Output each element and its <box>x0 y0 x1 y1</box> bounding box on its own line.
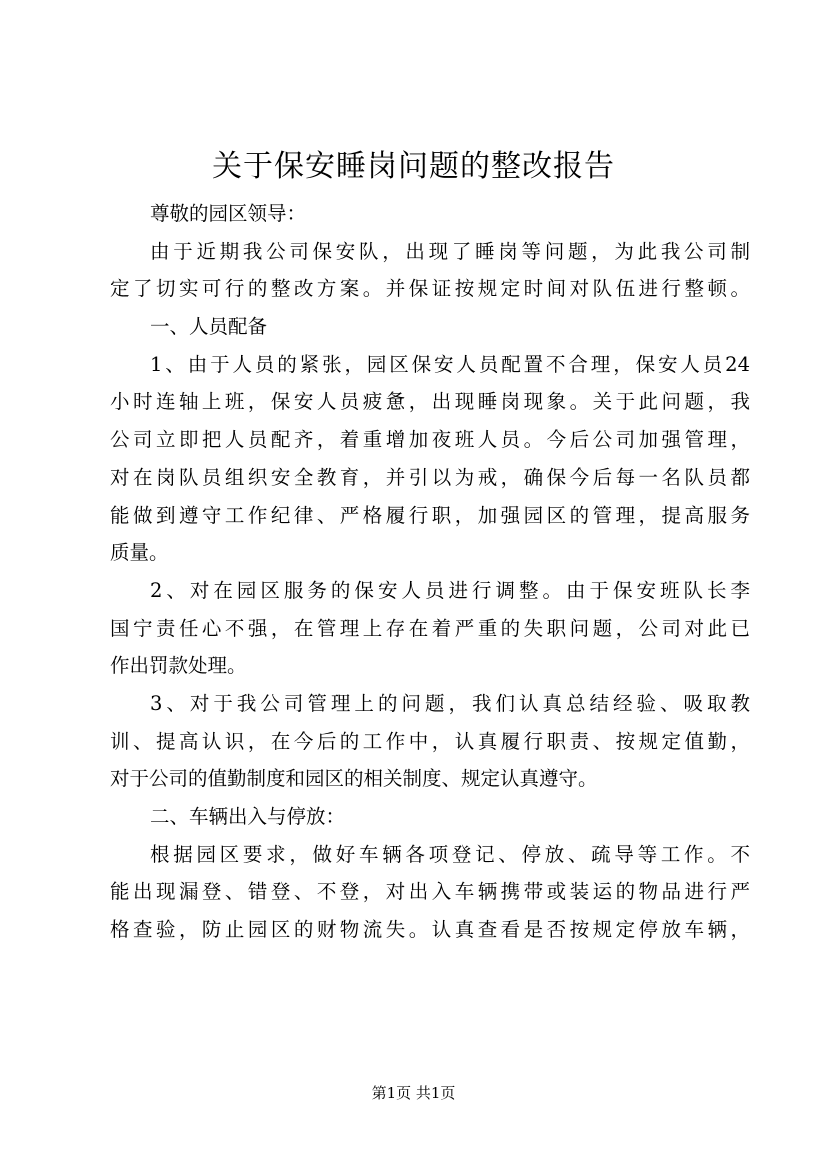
paragraph-line: 作出罚款处理。 <box>110 654 247 678</box>
section-heading: 一、人员配备 <box>150 315 268 339</box>
paragraph-line: 质量。 <box>110 541 169 565</box>
document-body <box>110 195 750 949</box>
paragraph-line: 由于近期我公司保安队，出现了睡岗等问题，为此我公司制 <box>150 239 750 263</box>
paragraph-line: 2、对在园区服务的保安人员进行调整。由于保安班队长李 <box>150 578 750 602</box>
paragraph-line: 格查验，防止园区的财物流失。认真查看是否按规定停放车辆， <box>110 918 750 942</box>
paragraph-line: 小时连轴上班，保安人员疲惫，出现睡岗现象。关于此问题，我 <box>110 390 750 414</box>
paragraph-line: 对在岗队员组织安全教育，并引以为戒，确保今后每一名队员都 <box>110 465 750 489</box>
salutation-line: 尊敬的园区领导： <box>150 202 307 225</box>
document-title: 关于保安睡岗问题的整改报告 <box>212 149 615 184</box>
section-heading: 二、车辆出入与停放： <box>150 805 346 828</box>
paragraph-line: 公司立即把人员配齐，着重增加夜班人员。今后公司加强管理， <box>110 428 750 452</box>
paragraph-line: 能做到遵守工作纪律、严格履行职，加强园区的管理，提高服务 <box>110 503 750 527</box>
paragraph-line: 根据园区要求，做好车辆各项登记、停放、疏导等工作。不 <box>150 842 750 866</box>
paragraph-line: 对于公司的值勤制度和园区的相关制度、规定认真遵守。 <box>110 767 598 791</box>
paragraph-line: 定了切实可行的整改方案。并保证按规定时间对队伍进行整顿。 <box>110 277 750 301</box>
paragraph-line: 能出现漏登、错登、不登，对出入车辆携带或装运的物品进行严 <box>110 880 750 904</box>
paragraph-line: 1、由于人员的紧张，园区保安人员配置不合理，保安人员24 <box>150 352 750 376</box>
paragraph-line: 国宁责任心不强，在管理上存在着严重的失职问题，公司对此已 <box>110 616 750 640</box>
paragraph-line: 3、对于我公司管理上的问题，我们认真总结经验、吸取教 <box>150 691 750 715</box>
paragraph-line: 训、提高认识，在今后的工作中，认真履行职责、按规定值勤， <box>110 729 750 753</box>
page-number-footer: 第1页 共1页 <box>371 1084 456 1102</box>
